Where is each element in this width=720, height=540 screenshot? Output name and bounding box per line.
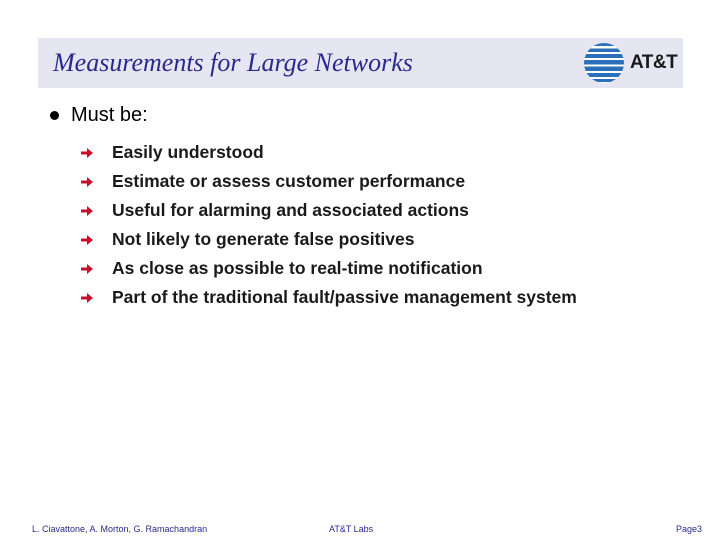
arrow-right-icon (80, 262, 94, 276)
sub-bullet-text: Not likely to generate false positives (112, 229, 415, 249)
sub-bullet-text: Part of the traditional fault/passive management system (112, 287, 577, 307)
arrow-right-icon (80, 204, 94, 218)
bullet-dot-icon (50, 111, 59, 120)
list-item (80, 254, 577, 283)
main-bullet (50, 104, 148, 127)
sub-bullet-text: As close as possible to real-time notification (112, 258, 483, 278)
arrow-right-icon (80, 291, 94, 305)
footer-authors: L. Ciavattone, A. Morton, G. Ramachandran (32, 524, 208, 534)
sub-bullet-list (80, 138, 577, 312)
list-item (80, 196, 577, 225)
att-logo-text: AT&T (630, 52, 678, 73)
footer-org: AT&T Labs (329, 524, 374, 534)
arrow-right-icon (80, 175, 94, 189)
list-item (80, 225, 577, 254)
att-globe-icon (582, 41, 626, 85)
main-bullet-text: Must be: (71, 104, 148, 126)
list-item (80, 138, 577, 167)
footer-page-number: Page3 (675, 524, 702, 534)
sub-bullet-text: Estimate or assess customer performance (112, 171, 466, 191)
arrow-right-icon (80, 233, 94, 247)
arrow-right-icon (80, 146, 94, 160)
slide-title: Measurements for Large Networks (53, 48, 413, 77)
sub-bullet-text: Useful for alarming and associated actions (112, 200, 469, 220)
title-bar (38, 38, 683, 88)
list-item (80, 283, 577, 312)
sub-bullet-text: Easily understood (112, 142, 264, 162)
list-item (80, 167, 577, 196)
att-logo (582, 41, 682, 85)
